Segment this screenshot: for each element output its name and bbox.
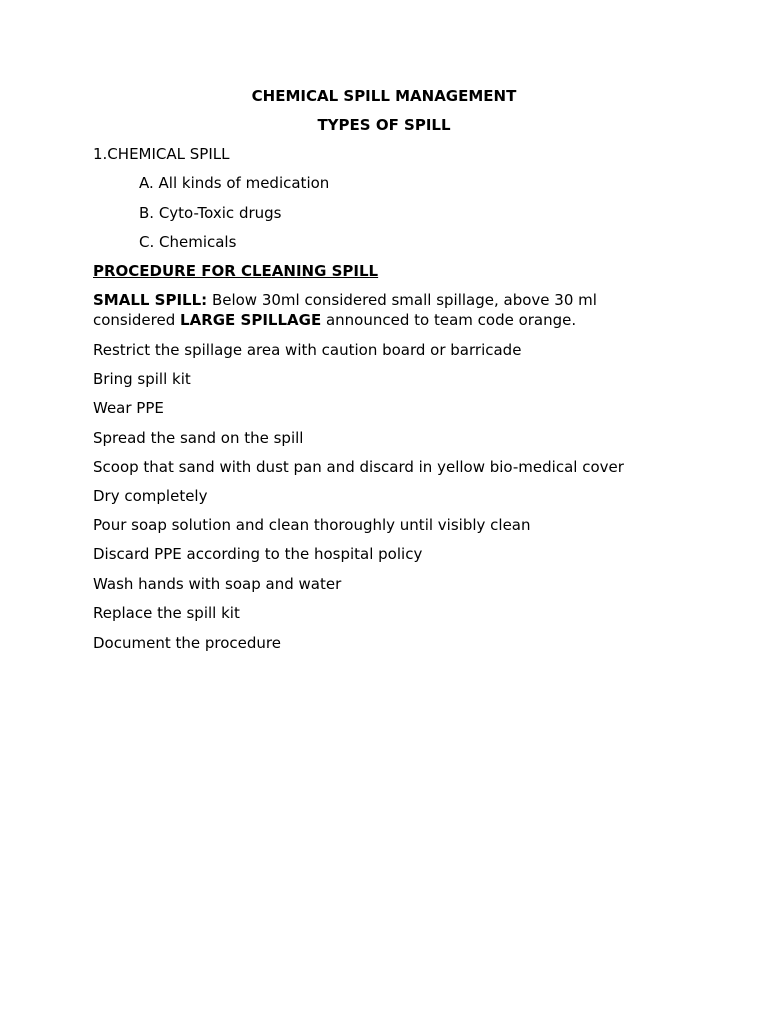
large-spillage-label: LARGE SPILLAGE <box>180 311 322 329</box>
procedure-step: Spread the sand on the spill <box>93 429 304 447</box>
procedure-step: Bring spill kit <box>93 370 191 388</box>
small-spill-text: Below 30ml considered small spillage, above 30 ml considered <box>93 291 597 329</box>
procedure-step: Discard PPE according to the hospital policy <box>93 545 423 563</box>
procedure-step: Restrict the spillage area with caution board or barricade <box>93 341 522 359</box>
small-spill-paragraph <box>93 290 673 330</box>
procedure-step: Scoop that sand with dust pan and discard in yellow bio-medical cover <box>93 458 624 476</box>
list-item: B. Cyto-Toxic drugs <box>139 204 282 222</box>
procedure-step: Wash hands with soap and water <box>93 575 342 593</box>
procedure-step: Wear PPE <box>93 399 164 417</box>
procedure-step: Replace the spill kit <box>93 604 240 622</box>
list-item: C. Chemicals <box>139 233 237 251</box>
document-title: CHEMICAL SPILL MANAGEMENT <box>251 87 517 105</box>
small-spill-label: SMALL SPILL: <box>93 291 208 309</box>
procedure-step: Pour soap solution and clean thoroughly until visibly clean <box>93 516 531 534</box>
small-spill-text-end: announced to team code orange. <box>321 311 577 329</box>
document-subtitle: TYPES OF SPILL <box>317 116 451 134</box>
list-item: A. All kinds of medication <box>139 174 330 192</box>
procedure-step: Document the procedure <box>93 634 281 652</box>
procedure-step: Dry completely <box>93 487 208 505</box>
section-heading-chemical-spill: 1.CHEMICAL SPILL <box>93 145 230 163</box>
procedure-heading: PROCEDURE FOR CLEANING SPILL <box>93 262 379 280</box>
